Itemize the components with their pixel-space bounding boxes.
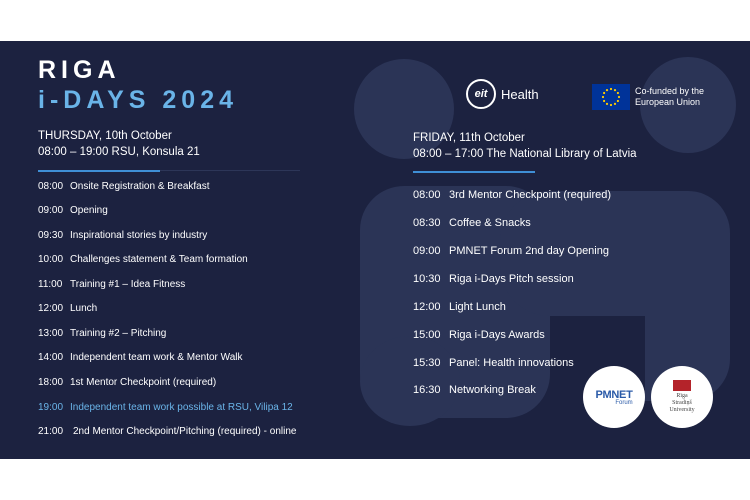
eu-cofunded-logo: [592, 84, 704, 110]
schedule-label: Coffee & Snacks: [449, 217, 531, 229]
rsu-line2: Stradiņš: [672, 400, 692, 406]
schedule-item: [38, 181, 210, 192]
schedule-item: [38, 377, 216, 388]
schedule-item: [413, 384, 536, 396]
event-banner: [0, 41, 750, 459]
eit-mark: eit: [466, 79, 496, 109]
schedule-label: Challenges statement & Team formation: [70, 254, 248, 265]
schedule-label: Panel: Health innovations: [449, 357, 574, 369]
schedule-time: 08:00: [38, 181, 64, 192]
schedule-time: 08:30: [413, 217, 441, 229]
schedule-item: [413, 301, 506, 313]
schedule-label: Riga i-Days Awards: [449, 329, 545, 341]
schedule-time: 09:00: [38, 205, 64, 216]
eu-cofunded-text: [635, 86, 704, 108]
schedule-time: 10:30: [413, 273, 441, 285]
schedule-time: 15:30: [413, 357, 441, 369]
schedule-item: [38, 230, 207, 241]
eit-health-text: Health: [501, 86, 539, 102]
event-title-line2: i-DAYS 2024: [38, 86, 238, 114]
schedule-label: Onsite Registration & Breakfast: [70, 181, 210, 192]
event-title-line1: RIGA: [38, 56, 121, 84]
schedule-label: 1st Mentor Checkpoint (required): [70, 377, 217, 388]
schedule-time: 12:00: [413, 301, 441, 313]
schedule-label: Independent team work possible at RSU, Vilipa 12: [70, 402, 293, 413]
eu-text-line2: European Union: [635, 97, 701, 107]
day1-header: [38, 128, 200, 160]
schedule-label: Independent team work & Mentor Walk: [70, 352, 243, 363]
deco-circle-bottom: [360, 336, 460, 426]
schedule-item: [413, 329, 545, 341]
schedule-label: Riga i-Days Pitch session: [449, 273, 574, 285]
schedule-time: 14:00: [38, 352, 64, 363]
schedule-item: [38, 303, 97, 314]
schedule-time: 15:00: [413, 329, 441, 341]
schedule-label: Lunch: [70, 303, 98, 314]
schedule-time: 09:30: [38, 230, 64, 241]
rsu-emblem-icon: [673, 380, 691, 391]
schedule-item: [413, 245, 609, 257]
day1-divider: [160, 170, 300, 171]
day2-header: [413, 130, 637, 162]
schedule-label: Networking Break: [449, 384, 536, 396]
day1-heading: THURSDAY, 10th October: [38, 130, 172, 142]
schedule-time: 13:00: [38, 328, 64, 339]
day2-accent-underline: [413, 171, 535, 173]
schedule-item: [38, 279, 185, 290]
day1-accent-underline: [38, 170, 160, 172]
schedule-item-highlighted: [38, 402, 293, 413]
schedule-label: PMNET Forum 2nd day Opening: [449, 245, 609, 257]
schedule-time: 16:30: [413, 384, 441, 396]
pmnet-sub: Forum: [615, 399, 633, 406]
schedule-time: 19:00: [38, 402, 64, 413]
schedule-item: [413, 217, 531, 229]
eit-health-logo: [466, 79, 539, 109]
rsu-line3: University: [669, 407, 695, 413]
schedule-item: [38, 254, 248, 265]
schedule-time: 09:00: [413, 245, 441, 257]
day2-heading: FRIDAY, 11th October: [413, 132, 525, 144]
schedule-item: [413, 189, 611, 201]
schedule-time: 12:00: [38, 303, 64, 314]
schedule-item: [38, 426, 296, 437]
schedule-item: [38, 328, 166, 339]
schedule-time: 10:00: [38, 254, 64, 265]
pmnet-forum-logo: [583, 366, 645, 428]
pmnet-name: PMNET: [595, 388, 633, 401]
schedule-item: [38, 205, 108, 216]
day2-subheading: 08:00 – 17:00 The National Library of Latvia: [413, 148, 637, 160]
schedule-item: [38, 352, 243, 363]
schedule-label: 3rd Mentor Checkpoint (required): [449, 189, 612, 201]
schedule-time: 18:00: [38, 377, 64, 388]
schedule-label: 2nd Mentor Checkpoint/Pitching (required) - online: [73, 426, 297, 437]
eu-text-line1: Co-funded by the: [635, 86, 705, 96]
schedule-label: Opening: [70, 205, 108, 216]
rsu-logo: [651, 366, 713, 428]
rsu-name: [669, 393, 694, 414]
eu-flag-icon: [592, 84, 630, 110]
schedule-time: 08:00: [413, 189, 441, 201]
schedule-label: Training #1 – Idea Fitness: [70, 279, 186, 290]
rsu-line1: Rīga: [676, 393, 688, 399]
schedule-time: 11:00: [38, 279, 63, 290]
schedule-label: Training #2 – Pitching: [70, 328, 167, 339]
schedule-time: 21:00: [38, 426, 64, 437]
schedule-label: Inspirational stories by industry: [70, 230, 208, 241]
schedule-label: Light Lunch: [449, 301, 506, 313]
schedule-item: [413, 357, 574, 369]
day1-subheading: 08:00 – 19:00 RSU, Konsula 21: [38, 146, 200, 158]
schedule-item: [413, 273, 574, 285]
